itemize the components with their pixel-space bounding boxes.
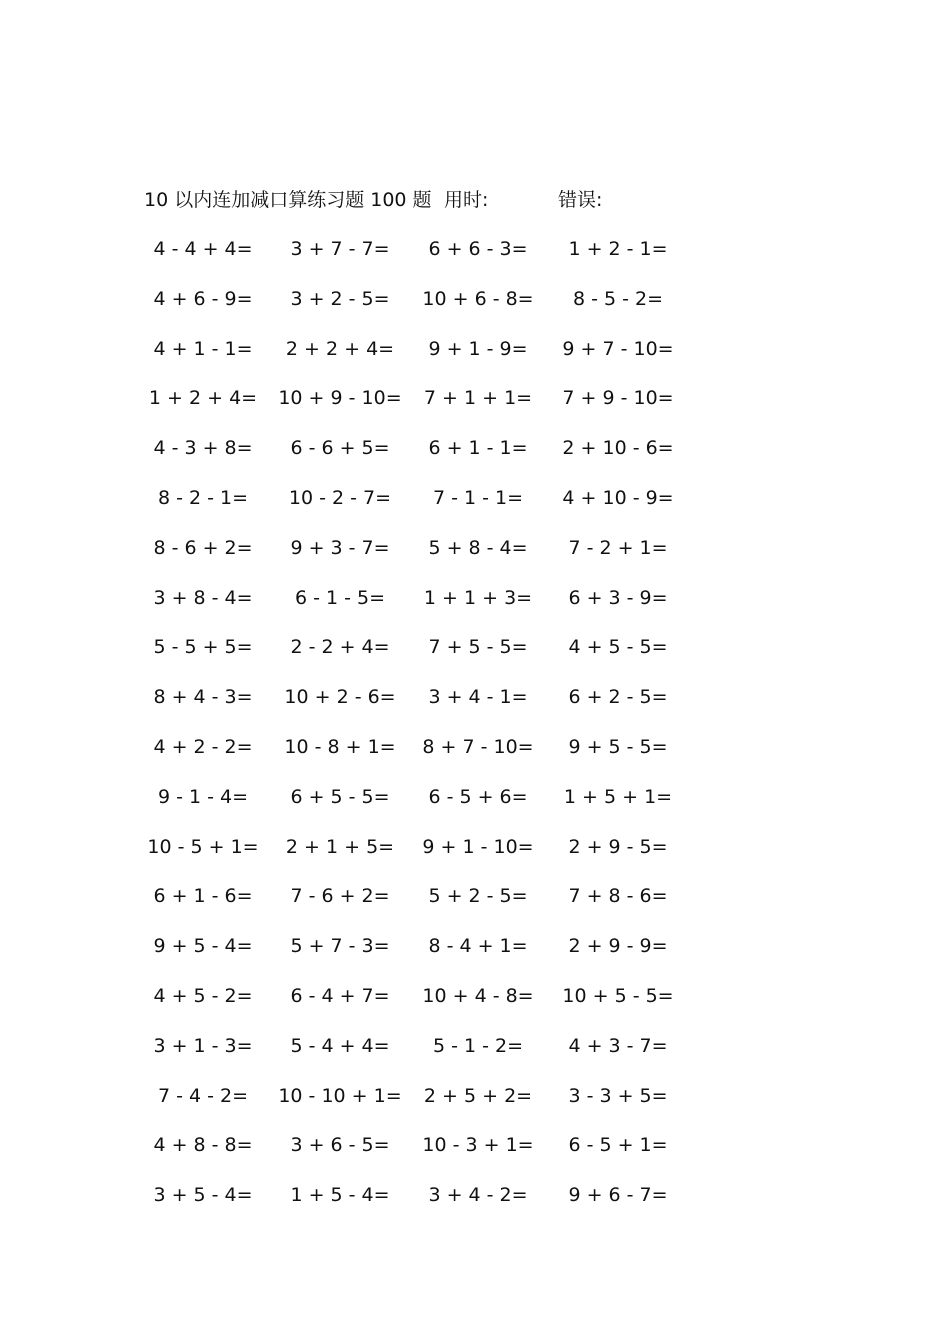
problem: 8 - 5 - 2= [572,287,664,310]
problem: 1 + 2 + 4= [148,387,258,410]
time-label: 用时: [444,189,489,211]
problem: 9 + 6 - 7= [568,1184,668,1207]
problem: 6 - 1 - 5= [294,586,386,609]
problem-row [0,1180,950,1210]
problem: 7 - 6 + 2= [290,885,390,908]
problem: 9 + 7 - 10= [562,337,674,360]
problem-row [0,334,950,364]
problem: 4 + 10 - 9= [562,487,674,509]
problem-row [0,583,950,613]
problem: 3 + 1 - 3= [153,1034,253,1057]
problem-row [0,732,950,762]
problem-row [0,533,950,563]
problem: 6 + 1 - 6= [153,885,253,908]
problem-row [0,981,950,1011]
problem: 3 + 4 - 1= [428,686,528,709]
problem: 4 - 3 + 8= [153,437,253,460]
problem: 10 - 5 + 1= [147,835,259,858]
problem: 9 + 1 - 9= [428,337,528,360]
problem: 6 - 4 + 7= [290,985,390,1007]
problem-row [0,1130,950,1160]
problem-row [0,632,950,662]
problem: 3 + 6 - 5= [290,1134,390,1157]
problem: 3 + 5 - 4= [153,1184,253,1207]
problem: 7 - 1 - 1= [432,487,524,509]
problem: 9 + 5 - 4= [153,935,253,958]
problem: 1 + 5 + 1= [563,785,673,808]
problem: 9 - 1 - 4= [157,785,249,808]
problem-row [0,234,950,264]
problem: 2 + 10 - 6= [562,437,674,460]
problem: 10 + 4 - 8= [422,985,534,1007]
problem-row [0,383,950,413]
problem-row [0,433,950,463]
problem: 4 + 5 - 5= [568,636,668,659]
problem: 9 + 5 - 5= [568,736,668,758]
problem: 4 + 1 - 1= [153,337,253,360]
problem: 10 + 2 - 6= [284,686,396,709]
problem: 6 - 5 + 6= [428,785,528,808]
problem: 3 + 2 - 5= [290,287,390,310]
problem: 10 + 6 - 8= [422,287,534,310]
problem-row [0,931,950,961]
problem: 7 + 5 - 5= [428,636,528,659]
problem: 2 + 1 + 5= [285,835,395,858]
problem: 5 - 5 + 5= [153,636,253,659]
problem-row [0,1081,950,1111]
problem: 4 + 8 - 8= [153,1134,253,1157]
problem: 9 + 3 - 7= [290,536,390,559]
problem: 10 + 9 - 10= [278,387,402,410]
problem: 7 + 9 - 10= [562,387,674,410]
problem: 5 + 2 - 5= [428,885,528,908]
problem: 4 + 5 - 2= [153,985,253,1007]
problem: 1 + 2 - 1= [568,238,668,260]
problem: 8 + 7 - 10= [422,736,534,758]
problem: 10 - 10 + 1= [278,1084,402,1107]
problem: 5 + 8 - 4= [428,536,528,559]
problem: 3 - 3 + 5= [568,1084,668,1107]
problem-row [0,1031,950,1061]
problem: 3 + 7 - 7= [290,238,390,260]
problem: 1 + 5 - 4= [290,1184,390,1207]
problem: 9 + 1 - 10= [422,835,534,858]
problem-row [0,782,950,812]
problem: 2 - 2 + 4= [290,636,390,659]
problem: 4 + 3 - 7= [568,1034,668,1057]
problem: 6 + 2 - 5= [568,686,668,709]
error-label: 错误: [558,189,603,211]
problem-row [0,832,950,862]
problem: 3 + 4 - 2= [428,1184,528,1207]
problem: 4 + 2 - 2= [153,736,253,758]
problem-row [0,682,950,712]
problem: 8 - 4 + 1= [428,935,528,958]
problem: 8 - 2 - 1= [157,487,249,509]
problem: 10 - 3 + 1= [422,1134,534,1157]
problem: 1 + 1 + 3= [423,586,533,609]
problem: 2 + 2 + 4= [285,337,395,360]
problem: 2 + 5 + 2= [423,1084,533,1107]
problem: 6 + 3 - 9= [568,586,668,609]
problem: 2 + 9 - 9= [568,935,668,958]
problem: 5 - 4 + 4= [290,1034,390,1057]
problem-row [0,284,950,314]
problem: 6 - 6 + 5= [290,437,390,460]
problem: 8 + 4 - 3= [153,686,253,709]
problem: 4 + 6 - 9= [153,287,253,310]
problem: 7 - 4 - 2= [157,1084,249,1107]
problem-row [0,483,950,513]
problem: 10 + 5 - 5= [562,985,674,1007]
problem: 7 + 1 + 1= [423,387,533,410]
problem: 10 - 2 - 7= [288,487,392,509]
problem: 6 - 5 + 1= [568,1134,668,1157]
problem: 4 - 4 + 4= [153,238,253,260]
problem: 7 + 8 - 6= [568,885,668,908]
problem: 7 - 2 + 1= [568,536,668,559]
problem: 3 + 8 - 4= [153,586,253,609]
problem: 8 - 6 + 2= [153,536,253,559]
worksheet-title: 10 以内连加减口算练习题 100 题 [144,189,432,211]
problem: 2 + 9 - 5= [568,835,668,858]
problem: 6 + 1 - 1= [428,437,528,460]
problem: 5 - 1 - 2= [432,1034,524,1057]
problem: 10 - 8 + 1= [284,736,396,758]
problem: 5 + 7 - 3= [290,935,390,958]
problem-row [0,881,950,911]
problem: 6 + 6 - 3= [428,238,528,260]
problem: 6 + 5 - 5= [290,785,390,808]
